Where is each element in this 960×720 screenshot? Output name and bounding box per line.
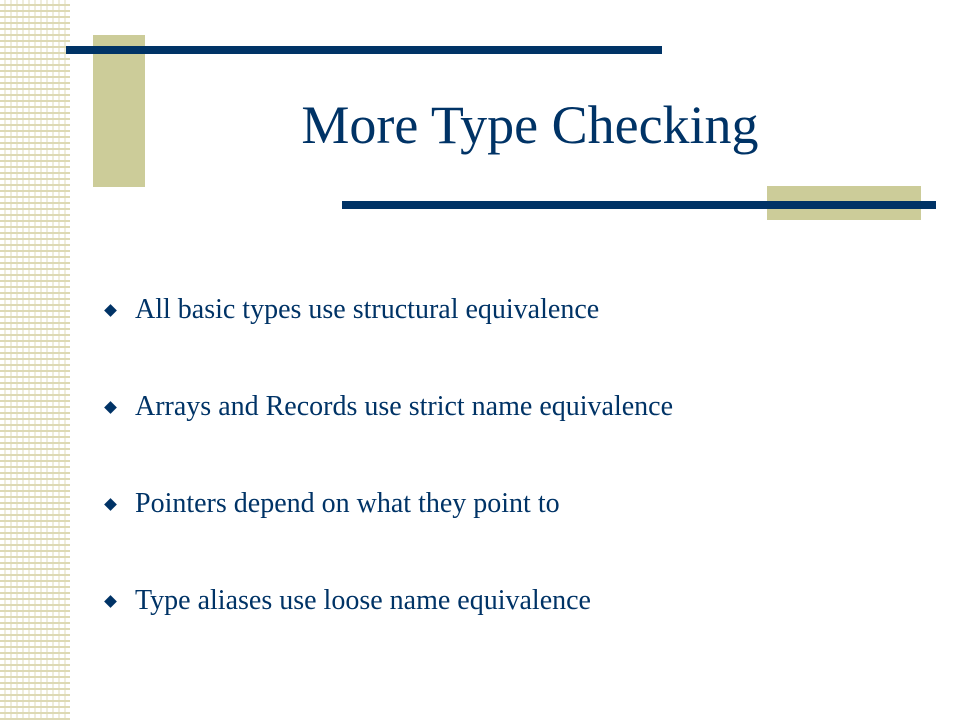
bullet-item [100,286,673,334]
diamond-bullet-icon [104,304,117,317]
bullet-text: All basic types use structural equivalence [135,294,600,325]
bullet-text: Arrays and Records use strict name equivalence [135,391,674,422]
bullet-text: Type aliases use loose name equivalence [135,585,591,616]
bullet-item [100,383,673,431]
diamond-bullet-icon [104,401,117,414]
diamond-bullet-icon [104,595,117,608]
navy-rule-bottom [342,201,936,209]
navy-rule-top [66,46,662,54]
diamond-bullet-icon [104,498,117,511]
bullet-item [100,480,673,528]
bullet-text: Pointers depend on what they point to [135,488,560,519]
bullet-item [100,577,673,625]
olive-accent-block-top [93,35,145,187]
bullet-list [100,286,673,674]
striped-left-border [0,0,70,720]
slide-title: More Type Checking [301,95,759,155]
